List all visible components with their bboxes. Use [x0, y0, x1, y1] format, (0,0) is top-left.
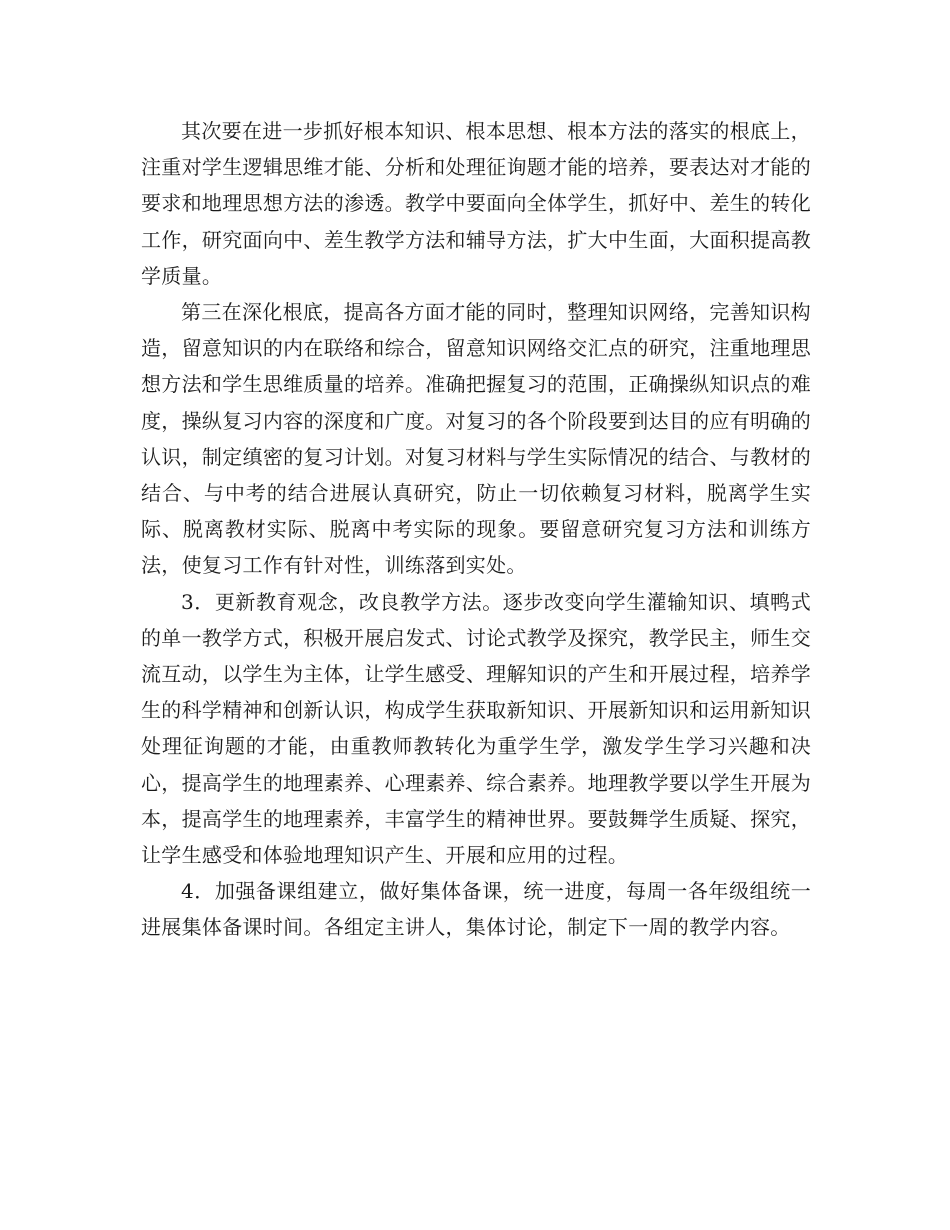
document-page	[141, 113, 811, 946]
paragraph-lesson-planning: 4．加强备课组建立，做好集体备课，统一进度，每周一各年级组统一进展集体备课时间。各组定主讲人，集体讨论，制定下一周的教学内容。	[141, 879, 811, 940]
paragraph-review-foundation: 其次要在进一步抓好根本知识、根本思想、根本方法的落实的根底上，注重对学生逻辑思维才能、分析和处理征询题才能的培养，要表达对才能的要求和地理思想方法的渗透。教学中要面向全体学生，抓好中、差生的转化工作，研究面向中、差生教学方法和辅导方法，扩大中生面，大面积提高教学质量。	[141, 119, 811, 288]
paragraph-teaching-methods: 3．更新教育观念，改良教学方法。逐步改变向学生灌输知识、填鸭式的单一教学方式，积极开展启发式、讨论式教学及探究，教学民主，师生交流互动，以学生为主体，让学生感受、理解知识的产生和开展过程，培养学生的科学精神和创新认识，构成学生获取新知识、开展新知识和运用新知识处理征询题的才能，由重教师教转化为重学生学，激发学生学习兴趣和决心，提高学生的地理素养、心理素养、综合素养。地理教学要以学生开展为本，提高学生的地理素养，丰富学生的精神世界。要鼓舞学生质疑、探究，让学生感受和体验地理知识产生、开展和应用的过程。	[141, 589, 811, 868]
paragraph-knowledge-network: 第三在深化根底，提高各方面才能的同时，整理知识网络，完善知识构造，留意知识的内在联络和综合，留意知识网络交汇点的研究，注重地理思想方法和学生思维质量的培养。准确把握复习的范围，正确操纵知识点的难度，操纵复习内容的深度和广度。对复习的各个阶段要到达目的应有明确的认识，制定缜密的复习计划。对复习材料与学生实际情况的结合、与教材的结合、与中考的结合进展认真研究，防止一切依赖复习材料，脱离学生实际、脱离教材实际、脱离中考实际的现象。要留意研究复习方法和训练方法，使复习工作有针对性，训练落到实处。	[141, 300, 811, 578]
